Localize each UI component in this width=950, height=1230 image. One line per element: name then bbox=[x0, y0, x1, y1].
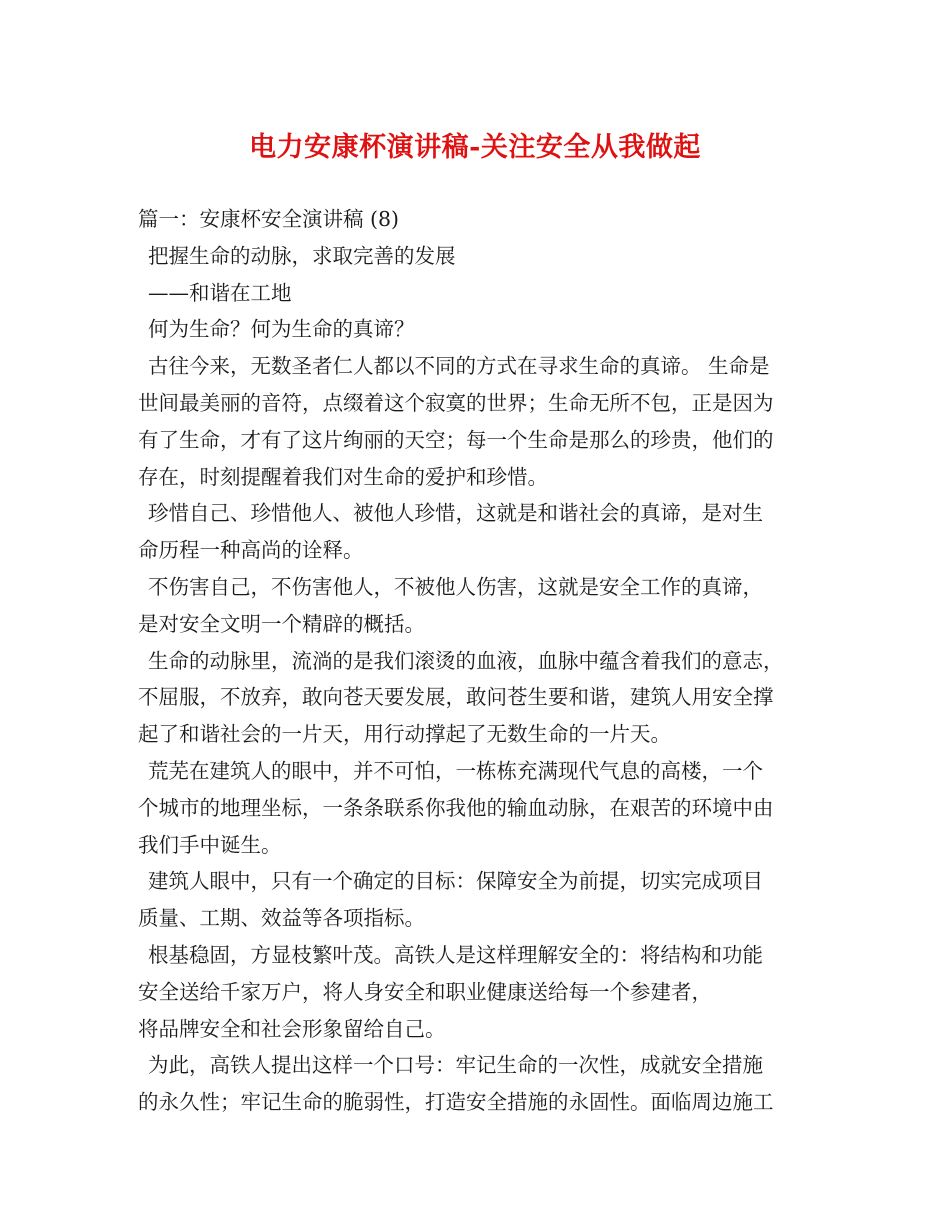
text-line: ——和谐在工地 bbox=[148, 280, 292, 305]
text-line: 的永久性；牢记生命的脆弱性，打造安全措施的永固性。面临周边施工 bbox=[138, 1090, 774, 1115]
text-line: 古往今来，无数圣者仁人都以不同的方式在寻求生命的真谛。 生命是 bbox=[148, 354, 770, 379]
text-line: 珍惜自己、珍惜他人、被他人珍惜，这就是和谐社会的真谛，是对生 bbox=[148, 501, 763, 526]
text-line: 存在，时刻提醒着我们对生命的爱护和珍惜。 bbox=[138, 464, 548, 489]
text-line: 将品牌安全和社会形象留给自己。 bbox=[138, 1016, 446, 1041]
text-line: 不伤害自己，不伤害他人，不被他人伤害，这就是安全工作的真谛， bbox=[148, 574, 763, 599]
text-line: 个城市的地理坐标，一条条联系你我他的输血动脉，在艰苦的环境中由 bbox=[138, 795, 774, 820]
text-line: 把握生命的动脉，求取完善的发展 bbox=[148, 243, 456, 268]
text-line: 不屈服，不放弃，敢向苍天要发展，敢问苍生要和谐，建筑人用安全撑 bbox=[138, 685, 774, 710]
text-line: 篇一：安康杯安全演讲稿 (8) bbox=[138, 207, 400, 231]
text-line: 生命的动脉里，流淌的是我们滚烫的血液，血脉中蕴含着我们的意志， bbox=[148, 648, 784, 673]
text-line: 有了生命，才有了这片绚丽的天空；每一个生命是那么的珍贵，他们的 bbox=[138, 427, 774, 452]
text-line: 何为生命？何为生命的真谛？ bbox=[148, 317, 415, 342]
text-line: 荒芜在建筑人的眼中，并不可怕，一栋栋充满现代气息的高楼，一个 bbox=[148, 758, 763, 783]
document-body bbox=[138, 201, 828, 1121]
text-line: 世间最美丽的音符，点缀着这个寂寞的世界；生命无所不包，正是因为 bbox=[138, 390, 774, 415]
text-line: 是对安全文明一个精辟的概括。 bbox=[138, 611, 425, 636]
text-line: 我们手中诞生。 bbox=[138, 832, 282, 857]
text-line: 安全送给千家万户，将人身安全和职业健康送给每一个参建者， bbox=[138, 979, 712, 1004]
text-line: 根基稳固，方显枝繁叶茂。高铁人是这样理解安全的：将结构和功能 bbox=[148, 942, 763, 967]
text-line: 起了和谐社会的一片天，用行动撑起了无数生命的一片天。 bbox=[138, 722, 671, 747]
document-title: 电力安康杯演讲稿-关注安全从我做起 bbox=[249, 132, 701, 163]
text-line: 质量、工期、效益等各项指标。 bbox=[138, 906, 425, 931]
text-line: 命历程一种高尚的诠释。 bbox=[138, 538, 364, 563]
text-line: 为此，高铁人提出这样一个口号：牢记生命的一次性，成就安全措施 bbox=[148, 1053, 763, 1078]
text-line: 建筑人眼中，只有一个确定的目标：保障安全为前提，切实完成项目 bbox=[148, 869, 763, 894]
